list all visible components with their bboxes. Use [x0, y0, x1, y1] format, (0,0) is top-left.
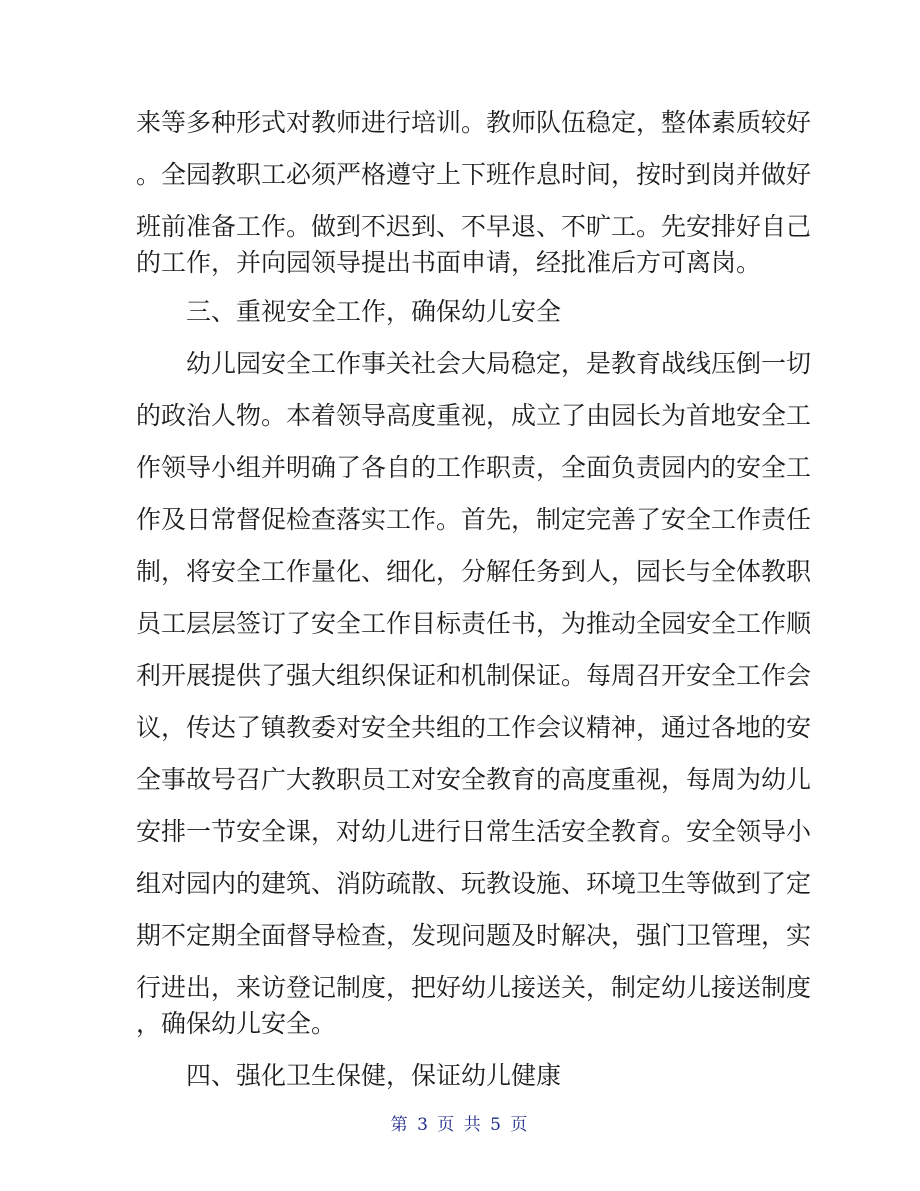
paragraph-line: 。全园教职工必须严格遵守上下班作息时间，按时到岗并做好	[136, 160, 812, 189]
page-number-footer: 第 3 页 共 5 页	[390, 1115, 530, 1135]
paragraph-line: 幼儿园安全工作事关社会大局稳定，是教育战线压倒一切	[186, 349, 812, 378]
paragraph-line: 利开展提供了强大组织保证和机制保证。每周召开安全工作会	[136, 661, 812, 690]
paragraph-line: 来等多种形式对教师进行培训。教师队伍稳定，整体素质较好	[136, 108, 812, 137]
section-heading: 三、重视安全工作，确保幼儿安全	[186, 297, 562, 326]
paragraph-line: 制，将安全工作量化、细化，分解任务到人，园长与全体教职	[136, 557, 812, 586]
paragraph-line: 作领导小组并明确了各自的工作职责，全面负责园内的安全工	[136, 453, 812, 482]
paragraph-line: 行进出，来访登记制度，把好幼儿接送关，制定幼儿接送制度	[136, 973, 812, 1002]
paragraph-line: 的政治人物。本着领导高度重视，成立了由园长为首地安全工	[136, 401, 812, 430]
paragraph-line: 组对园内的建筑、消防疏散、玩教设施、环境卫生等做到了定	[136, 869, 812, 898]
paragraph-line: 员工层层签订了安全工作目标责任书，为推动全园安全工作顺	[136, 609, 812, 638]
paragraph-line: ，确保幼儿安全。	[136, 1009, 337, 1038]
paragraph-line: 作及日常督促检查落实工作。首先，制定完善了安全工作责任	[136, 505, 812, 534]
paragraph-line: 安排一节安全课，对幼儿进行日常生活安全教育。安全领导小	[136, 817, 812, 846]
paragraph-line: 班前准备工作。做到不迟到、不早退、不旷工。先安排好自己	[136, 212, 812, 241]
paragraph-line: 的工作，并向园领导提出书面申请，经批准后方可离岗。	[136, 248, 762, 277]
paragraph-line: 议，传达了镇教委对安全共组的工作会议精神，通过各地的安	[136, 713, 812, 742]
paragraph-line: 全事故号召广大教职员工对安全教育的高度重视，每周为幼儿	[136, 765, 812, 794]
section-heading: 四、强化卫生保健，保证幼儿健康	[186, 1061, 562, 1090]
paragraph-line: 期不定期全面督导检查，发现问题及时解决，强门卫管理，实	[136, 921, 812, 950]
